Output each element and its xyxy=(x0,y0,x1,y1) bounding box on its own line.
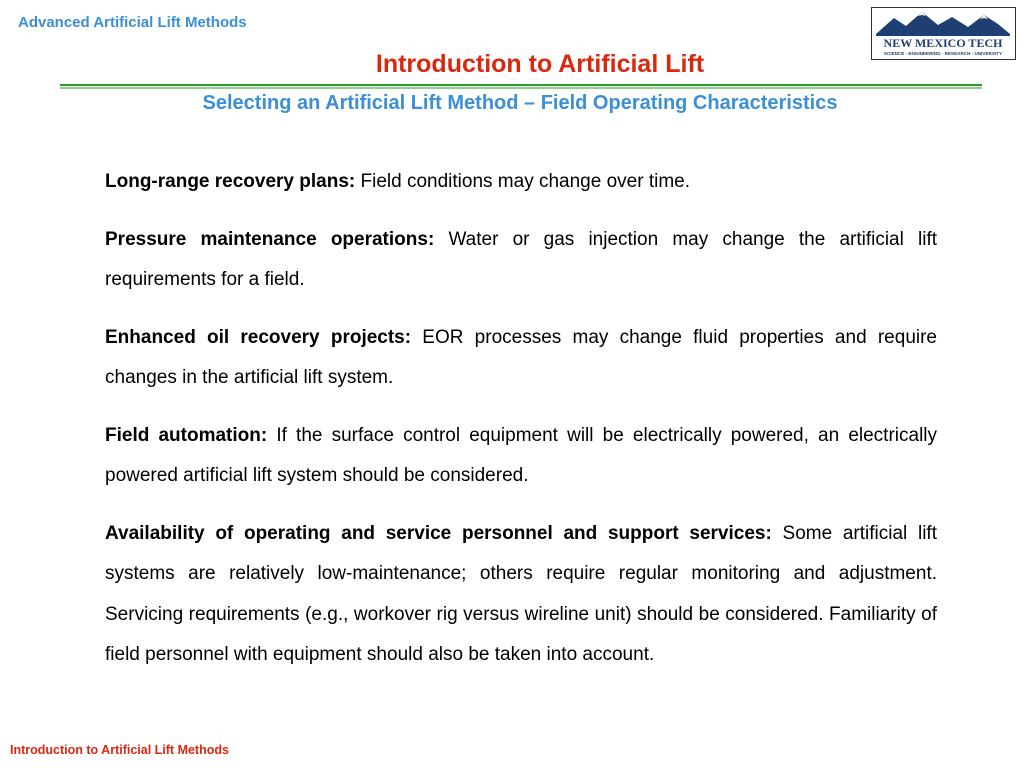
mountain-logo-icon xyxy=(872,8,1014,58)
item-term: Enhanced oil recovery projects: xyxy=(105,326,412,348)
slide-subtitle: Selecting an Artificial Lift Method – Field Operating Characteristics xyxy=(202,92,838,114)
item-term: Field automation: xyxy=(105,424,268,446)
item-text: Some artificial lift systems are relatively low-maintenance; others require regular monitoring and adjustment. Servicing requirements (e.g., workover rig versus wireline unit) should be considered. Familiarity of field personnel with equipment should also be taken into account. xyxy=(105,522,937,665)
list-item xyxy=(105,416,937,497)
logo-tagline: SCIENCE · ENGINEERING · RESEARCH · UNIVERSITY xyxy=(883,51,1003,56)
footer-text: Introduction to Artificial Lift Methods xyxy=(10,743,229,757)
course-title: Advanced Artificial Lift Methods xyxy=(18,14,247,31)
title-divider xyxy=(60,84,982,89)
item-term: Pressure maintenance operations: xyxy=(105,228,435,250)
slide-title: Introduction to Artificial Lift xyxy=(375,50,705,78)
item-text: EOR processes may change fluid properties and require changes in the artificial lift system. xyxy=(105,326,937,388)
list-item xyxy=(105,220,937,301)
list-item xyxy=(105,162,937,203)
logo-name: NEW MEXICO TECH xyxy=(883,36,1003,50)
item-text: Field conditions may change over time. xyxy=(360,171,691,192)
item-text: Water or gas injection may change the artificial lift requirements for a field. xyxy=(105,228,938,290)
new-mexico-tech-logo xyxy=(871,7,1016,60)
item-text: If the surface control equipment will be electrically powered, an electrically powered artificial lift system should be considered. xyxy=(105,424,938,486)
item-term: Long-range recovery plans: xyxy=(105,171,356,192)
list-item xyxy=(105,318,937,399)
item-term: Availability of operating and service personnel and support services: xyxy=(105,522,772,544)
list-item xyxy=(105,514,937,676)
content-body xyxy=(105,162,937,693)
